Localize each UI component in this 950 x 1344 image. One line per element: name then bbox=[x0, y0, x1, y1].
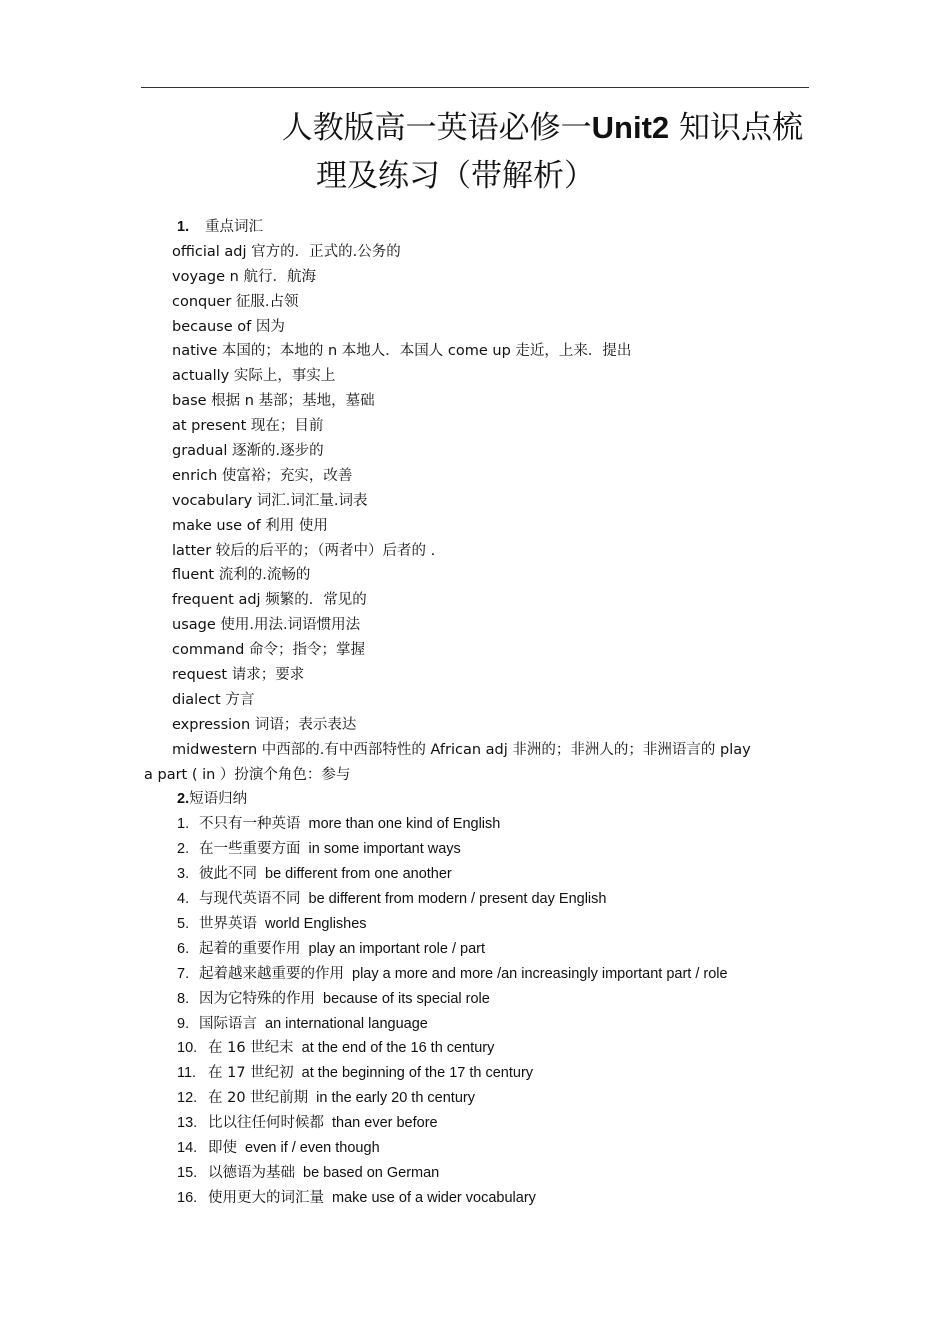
vocab-line: usage 使用.用法.词语惯用法 bbox=[172, 617, 361, 634]
title-line-2: 理及练习（带解析） bbox=[316, 158, 595, 194]
phrase-chinese: 因为它特殊的作用 bbox=[199, 990, 315, 1007]
phrase-number: 12. bbox=[177, 1090, 198, 1107]
phrase-item bbox=[0, 1136, 950, 1161]
phrase-chinese: 使用更大的词汇量 bbox=[208, 1189, 324, 1206]
vocab-line: because of 因为 bbox=[172, 318, 285, 335]
phrase-chinese: 在一些重要方面 bbox=[199, 841, 301, 858]
vocab-continuation: a part ( in ）扮演个角色：参与 bbox=[144, 766, 351, 783]
title-part-a: 人教版高一英语必修一 bbox=[281, 110, 592, 146]
vocab-line: native 本国的；本地的 n 本地人．本国人 come up 走近，上来．提出 bbox=[172, 343, 632, 360]
phrase-item bbox=[0, 1012, 950, 1037]
section-2-title: 短语归纳 bbox=[189, 791, 248, 808]
vocab-line: vocabulary 词汇.词汇量.词表 bbox=[172, 492, 368, 509]
phrase-number: 7. bbox=[177, 965, 190, 982]
phrase-english: play an important role / part bbox=[308, 940, 486, 957]
vocab-line: gradual 逐渐的.逐步的 bbox=[172, 443, 324, 460]
phrase-number: 16. bbox=[177, 1189, 198, 1206]
phrase-english: play a more and more /an increasingly important part / role bbox=[352, 965, 728, 982]
phrase-item bbox=[0, 1186, 950, 1211]
phrase-number: 8. bbox=[177, 990, 190, 1007]
phrase-chinese: 在 20 世纪前期 bbox=[208, 1090, 309, 1107]
phrase-item bbox=[0, 837, 950, 862]
vocab-line: voyage n 航行．航海 bbox=[172, 268, 316, 285]
vocab-line: latter 较后的后平的；（两者中）后者的 . bbox=[172, 542, 436, 559]
phrase-number: 4. bbox=[177, 891, 190, 908]
phrase-number: 13. bbox=[177, 1115, 198, 1132]
vocabulary-list bbox=[0, 240, 950, 763]
section-1-number: 1. bbox=[177, 219, 190, 235]
phrase-english: be different from modern / present day English bbox=[308, 891, 607, 908]
title-unit: Unit2 bbox=[591, 110, 670, 145]
phrase-number: 1. bbox=[177, 816, 190, 833]
title-line-1 bbox=[141, 104, 809, 152]
vocab-line: frequent adj 频繁的．常见的 bbox=[172, 592, 367, 609]
phrase-english: world Englishes bbox=[265, 915, 367, 932]
vocab-line: enrich 使富裕；充实，改善 bbox=[172, 467, 353, 484]
phrase-english: make use of a wider vocabulary bbox=[332, 1189, 536, 1206]
vocab-line: base 根据 n 基部；基地，墓础 bbox=[172, 393, 375, 410]
phrase-item bbox=[0, 1061, 950, 1086]
phrase-chinese: 国际语言 bbox=[199, 1015, 257, 1032]
vocab-line: midwestern 中西部的.有中西部特性的 African adj 非洲的；非洲人的；非洲语言的 play bbox=[172, 741, 751, 758]
phrase-number: 14. bbox=[177, 1139, 198, 1156]
phrase-item bbox=[0, 812, 950, 837]
phrase-chinese: 以德语为基础 bbox=[208, 1164, 295, 1181]
vocab-line: request 请求；要求 bbox=[172, 667, 305, 684]
phrase-chinese: 在 17 世纪初 bbox=[208, 1065, 294, 1082]
phrase-english: because of its special role bbox=[323, 990, 490, 1007]
phrase-item bbox=[0, 937, 950, 962]
phrase-number: 6. bbox=[177, 940, 190, 957]
phrase-english: be different from one another bbox=[265, 866, 452, 883]
phrase-english: be based on German bbox=[303, 1164, 440, 1181]
section-2-number: 2. bbox=[177, 791, 190, 808]
phrase-chinese: 世界英语 bbox=[199, 915, 257, 932]
section-1-title: 重点词汇 bbox=[205, 219, 263, 235]
document-body bbox=[0, 215, 950, 1211]
header-rule bbox=[141, 87, 809, 88]
phrase-item bbox=[0, 1161, 950, 1186]
phrase-english: more than one kind of English bbox=[308, 816, 501, 833]
vocab-line: make use of 利用 使用 bbox=[172, 517, 328, 534]
vocab-line: dialect 方言 bbox=[172, 691, 255, 708]
phrase-list bbox=[0, 812, 950, 1210]
vocab-line: actually 实际上，事实上 bbox=[172, 368, 336, 385]
phrase-item bbox=[0, 912, 950, 937]
phrase-chinese: 比以往任何时候都 bbox=[208, 1115, 324, 1132]
phrase-item bbox=[0, 1111, 950, 1136]
vocab-line: official adj 官方的．正式的.公务的 bbox=[172, 243, 401, 260]
phrase-item bbox=[0, 1036, 950, 1061]
phrase-english: even if / even though bbox=[245, 1139, 380, 1156]
phrase-english: an international language bbox=[265, 1015, 428, 1032]
phrase-english: at the end of the 16 th century bbox=[301, 1040, 495, 1057]
phrase-english: in some important ways bbox=[308, 841, 461, 858]
phrase-chinese: 彼此不同 bbox=[199, 866, 257, 883]
phrase-item bbox=[0, 987, 950, 1012]
phrase-number: 5. bbox=[177, 915, 190, 932]
section-1-heading bbox=[0, 215, 950, 240]
phrase-item bbox=[0, 962, 950, 987]
phrase-english: at the beginning of the 17 th century bbox=[301, 1065, 534, 1082]
phrase-chinese: 起着越来越重要的作用 bbox=[199, 965, 344, 982]
phrase-number: 9. bbox=[177, 1015, 190, 1032]
phrase-chinese: 不只有一种英语 bbox=[199, 816, 301, 833]
phrase-item bbox=[0, 1086, 950, 1111]
vocab-line: expression 词语；表示表达 bbox=[172, 716, 357, 733]
vocab-line: conquer 征服.占领 bbox=[172, 293, 299, 310]
phrase-chinese: 起着的重要作用 bbox=[199, 940, 301, 957]
phrase-chinese: 即使 bbox=[208, 1139, 237, 1156]
phrase-item bbox=[0, 887, 950, 912]
phrase-number: 3. bbox=[177, 866, 190, 883]
phrase-number: 2. bbox=[177, 841, 190, 858]
phrase-number: 15. bbox=[177, 1164, 198, 1181]
phrase-english: than ever before bbox=[332, 1115, 438, 1132]
phrase-item bbox=[0, 862, 950, 887]
phrase-chinese: 与现代英语不同 bbox=[199, 891, 301, 908]
phrase-english: in the early 20 th century bbox=[316, 1090, 475, 1107]
phrase-chinese: 在 16 世纪末 bbox=[208, 1040, 294, 1057]
phrase-number: 11. bbox=[177, 1065, 197, 1082]
vocab-line: at present 现在；目前 bbox=[172, 418, 324, 435]
title-part-c: 知识点梳 bbox=[679, 110, 803, 146]
section-2-heading bbox=[0, 787, 950, 812]
vocab-line: command 命令；指令；掌握 bbox=[172, 642, 365, 659]
vocab-line: fluent 流利的.流畅的 bbox=[172, 567, 311, 584]
document-title bbox=[141, 104, 809, 200]
phrase-number: 10. bbox=[177, 1040, 198, 1057]
